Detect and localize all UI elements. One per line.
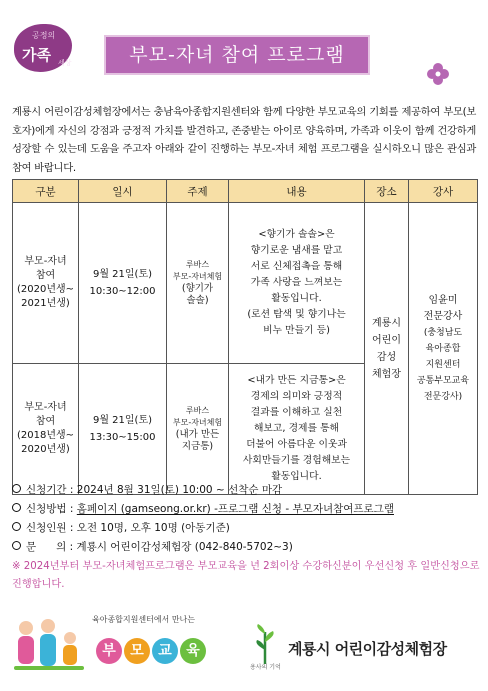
intro-paragraph: 계룡시 어린이감성체험장에서는 충남육아종합지원센터와 함께 다양한 부모교육의 기회를 제공하여 부모(보호자)에게 자신의 강점과 긍정적 가치를 발견하고, 존중받는 아이로 양육하며, 가족과 이웃이 함께 건강하게 성장할 수 있는데 도움을 주고자 아래와 같이 진행하는 부모-자녀 체험 프로그램을 실시하오니 많은 관심과 참여 바랍니다. [12, 106, 476, 174]
logo-line-3: 세상 [58, 59, 72, 67]
info-contact: 문 의 : 계룡시 어린이감성체험장 (042-840-5702~3) [12, 539, 482, 554]
table-row [13, 203, 478, 364]
edu-char-4: 육 [180, 638, 206, 664]
parent-education-logo [12, 612, 212, 676]
page-title: 부모-자녀 참여 프로그램 [104, 35, 370, 75]
city-sub-caption: 용사의 기억 [250, 664, 281, 671]
row2-theme: 루바스 부모-자녀체험 (내가 만든 지금통) [167, 364, 229, 495]
city-center-logo [250, 624, 480, 674]
row1-datetime: 9월 21일(토) 10:30~12:00 [79, 203, 167, 364]
edu-char-2: 모 [124, 638, 150, 664]
logo-line-2: 가족 [22, 46, 51, 64]
row1-content: <향기가 솔솔>은 향기로운 냄새를 맡고 서로 신체접촉을 통해 가족 사랑을 느껴보는 활동입니다. (로션 탐색 및 향기나는 비누 만들기 등) [229, 203, 365, 364]
row2-category: 부모-자녀 참여 (2018년생~ 2020년생) [13, 364, 79, 495]
circle-bullet-icon [12, 522, 26, 531]
teacher-cell: 임윤미 전문강사 (충청남도 육아종합 지원센터 공통부모교육 전문강사) [409, 203, 478, 495]
city-center-name: 계룡시 어린이감성체험장 [288, 640, 447, 658]
priority-notice: ※ 2024년부터 부모-자녀체험프로그램은 부모교육을 년 2회이상 수강하신분이 우선신청 후 일반신청으로 진행합니다. [12, 561, 480, 590]
family-logo [14, 24, 72, 72]
header-theme: 주제 [167, 180, 229, 203]
homepage-link[interactable]: 홈페이지 (gamseong.or.kr) -프로그램 신청 - 부모자녀참여프로그램 [76, 503, 394, 515]
info-period: 신청기간 : 2024년 8월 31일(토) 10:00 ~ 선착순 마감 [12, 482, 482, 497]
row1-theme: 루바스 부모-자녀체험 (향기가 솔솔) [167, 203, 229, 364]
logo-line-1: 공정의 [32, 31, 56, 40]
row2-datetime: 9월 21일(토) 13:30~15:00 [79, 364, 167, 495]
circle-bullet-icon [12, 541, 26, 550]
place-cell: 계룡시 어린이 감성 체험장 [365, 203, 409, 495]
header-category: 구분 [13, 180, 79, 203]
family-illustration-icon [12, 616, 86, 676]
program-table [12, 179, 478, 495]
header-place: 장소 [365, 180, 409, 203]
plant-emblem-icon [250, 624, 280, 666]
row1-category: 부모-자녀 참여 (2020년생~ 2021년생) [13, 203, 79, 364]
header-teacher: 강사 [409, 180, 478, 203]
center-caption: 육아종합지원센터에서 만나는 [92, 615, 196, 624]
edu-char-3: 교 [152, 638, 178, 664]
flower-icon [426, 62, 450, 86]
info-method: 신청방법 : 홈페이지 (gamseong.or.kr) -프로그램 신청 - 부모자녀참여프로그램 [12, 501, 482, 516]
row2-content: <내가 만든 지금통>은 경제의 의미와 긍정적 결과를 이해하고 실천 해보고, 경제를 통해 더불어 아름다운 이웃과 사회만들기를 경험해보는 활동입니다. [229, 364, 365, 495]
header-datetime: 일시 [79, 180, 167, 203]
header-content: 내용 [229, 180, 365, 203]
edu-char-1: 부 [96, 638, 122, 664]
circle-bullet-icon [12, 484, 26, 493]
circle-bullet-icon [12, 503, 26, 512]
info-capacity: 신청인원 : 오전 10명, 오후 10명 (아동기준) [12, 520, 482, 535]
